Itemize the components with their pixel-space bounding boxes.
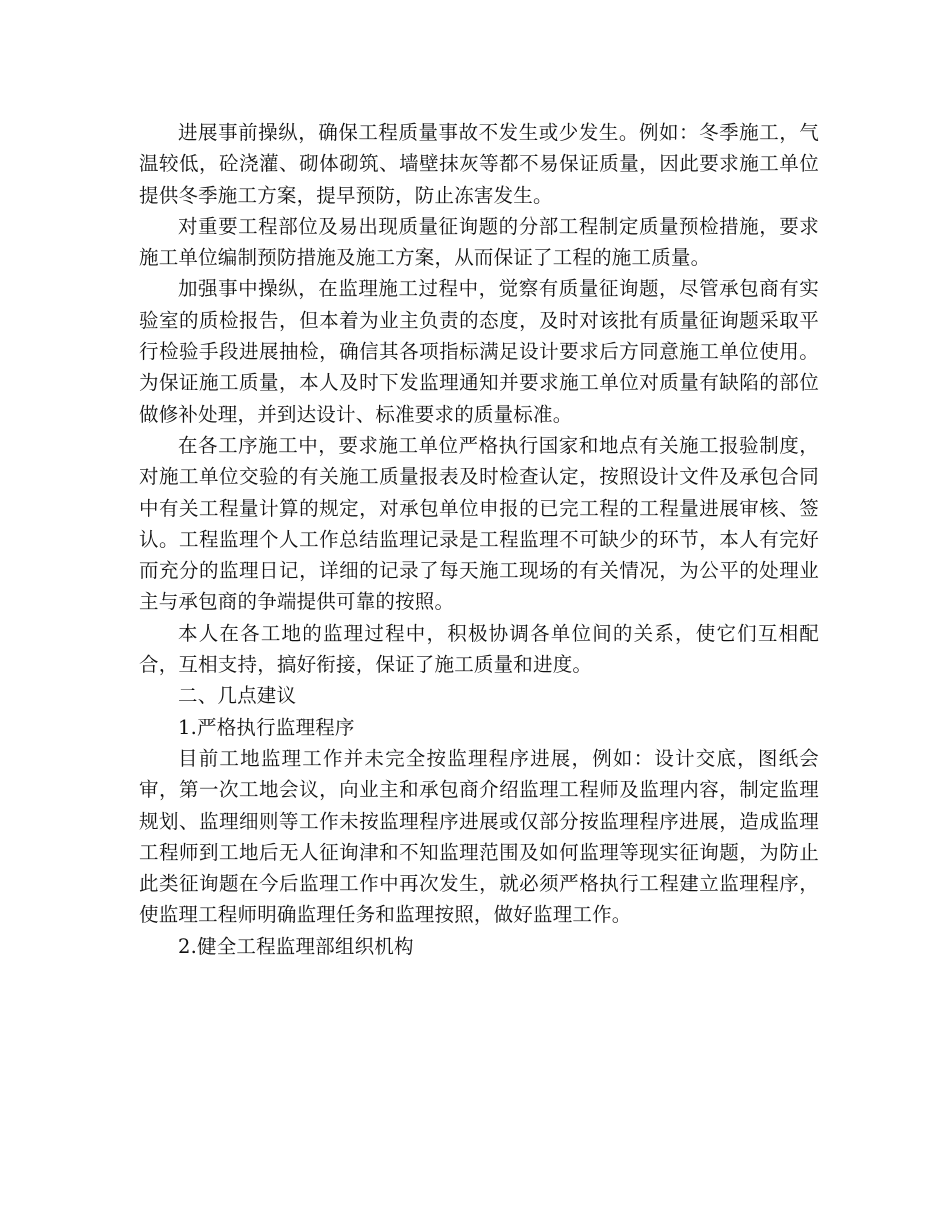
paragraph-procedure-detail: 目前工地监理工作并未完全按监理程序进展，例如：设计交底，图纸会审，第一次工地会议，向业主和承包商介绍监理工程师及监理内容，制定监理规划、监理细则等工作未按监理程序进展或仅部分按监理程序进展，造成监理工程师到工地后无人征询津和不知监理范围及如何监理等现实征询题，为防止此类征询题在今后监理工作中再次发生，就必须严格执行工程建立监理程序，使监理工程师明确监理任务和监理按照，做好监理工作。 bbox=[139, 746, 819, 927]
document-body bbox=[139, 117, 819, 962]
paragraph-coordination: 本人在各工地的监理过程中，积极协调各单位间的关系，使它们互相配合，互相支持，搞好衔接，保证了施工质量和进度。 bbox=[139, 621, 819, 677]
paragraph-process-inspection: 在各工序施工中，要求施工单位严格执行国家和地点有关施工报验制度，对施工单位交验的有关施工质量报表及时检查认定，按照设计文件及承包合同中有关工程量计算的规定，对承包单位申报的已完工程的工程量进展审核、签认。工程监理个人工作总结监理记录是工程监理不可缺少的环节，本人有完好而充分的监理日记，详细的记录了每天施工现场的有关情况，为公平的处理业主与承包商的争端提供可靠的按照。 bbox=[139, 433, 819, 614]
section-heading-suggestions: 二、几点建议 bbox=[178, 684, 297, 708]
subheading-organization: 2.健全工程监理部组织机构 bbox=[178, 934, 414, 958]
paragraph-in-process-control: 加强事中操纵，在监理施工过程中，觉察有质量征询题，尽管承包商有实验室的质检报告，但本着为业主负责的态度，及时对该批有质量征询题采取平行检验手段进展抽检，确信其各项指标满足设计要求后方同意施工单位使用。为保证施工质量，本人及时下发监理通知并要求施工单位对质量有缺陷的部位做修补处理，并到达设计、标准要求的质量标准。 bbox=[139, 277, 819, 426]
paragraph-pre-inspection-measures: 对重要工程部位及易出现质量征询题的分部工程制定质量预检措施，要求施工单位编制预防措施及施工方案，从而保证了工程的施工质量。 bbox=[139, 214, 819, 270]
subheading-procedure: 1.严格执行监理程序 bbox=[178, 715, 355, 739]
paragraph-preventive-control: 进展事前操纵，确保工程质量事故不发生或少发生。例如：冬季施工，气温较低，砼浇灌、砌体砌筑、墙壁抹灰等都不易保证质量，因此要求施工单位提供冬季施工方案，提早预防，防止冻害发生。 bbox=[139, 121, 819, 207]
